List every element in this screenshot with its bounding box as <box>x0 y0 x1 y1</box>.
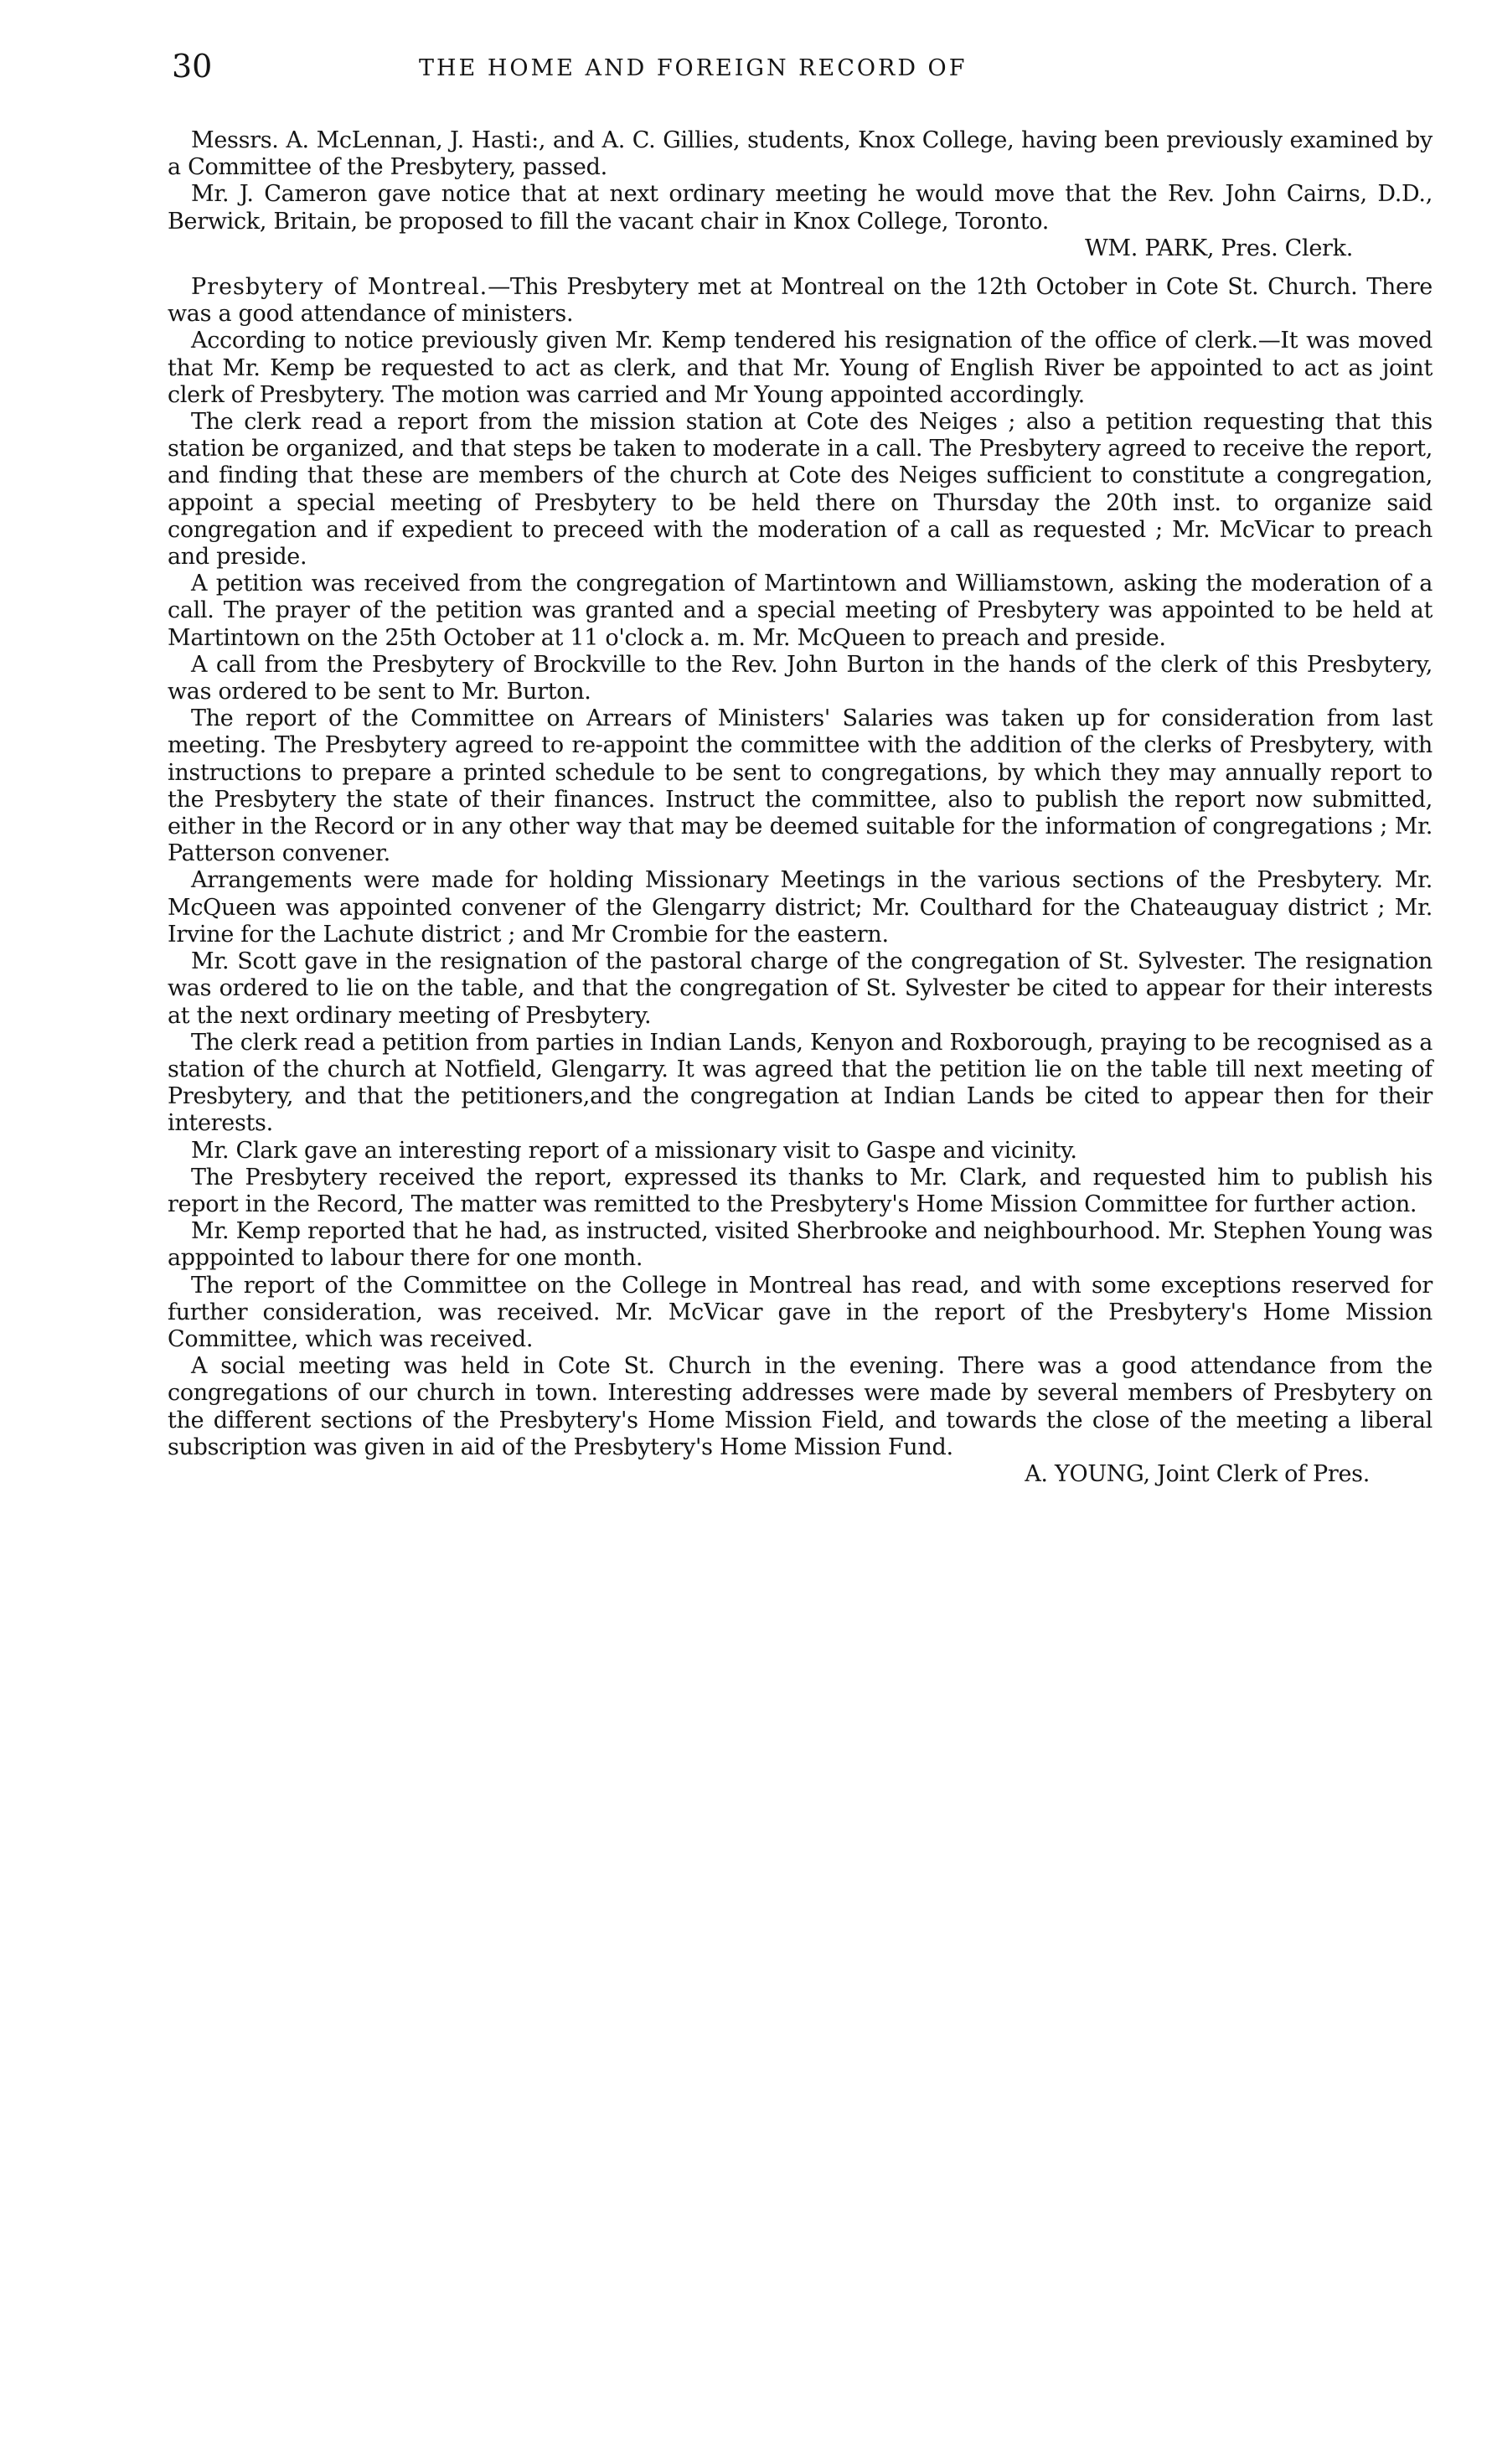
paragraph: The clerk read a report from the mission station at Cote des Neiges ; also a petition requesting that this station be organized, and that steps be taken to moderate in a call. The Presbytery agreed to receive the report, and finding that these are members of the church at Cote des Neiges sufficient to constitute a congregation, appoint a special meeting of Presbytery to be held there on Thursday the 20th inst. to organize said congregation and if expedient to preceed with the moderation of a call as requested ; Mr. McVicar to preach and preside. <box>168 409 1433 571</box>
paragraph-text: —This Presbytery met at Montreal on the 12th October in Cote St. Church. There was a good attendance of ministers. <box>168 274 1433 328</box>
paragraph: Arrangements were made for holding Missionary Meetings in the various sections of the Presbytery. Mr. McQueen was appointed convener of the Glengarry district; Mr. Coulthard for the Chateauguay district ; Mr. Irvine for the Lachute district ; and Mr Crombie for the eastern. <box>168 867 1433 948</box>
paragraph: The Presbytery received the report, expressed its thanks to Mr. Clark, and requested him to publish his report in the Record, The matter was remitted to the Presbytery's Home Mission Committee for further action. <box>168 1164 1433 1217</box>
paragraph: Mr. Kemp reported that he had, as instructed, visited Sherbrooke and neighbourhood. Mr. Stephen Young was apppointed to labour there for one month. <box>168 1218 1433 1272</box>
paragraph: A call from the Presbytery of Brockville to the Rev. John Burton in the hands of the clerk of this Presbytery, was ordered to be sent to Mr. Burton. <box>168 651 1433 705</box>
paragraph: According to notice previously given Mr. Kemp tendered his resignation of the office of clerk.—It was moved that Mr. Kemp be requested to act as clerk, and that Mr. Young of English River be appointed to act as joint clerk of Presbytery. The motion was carried and Mr Young appointed accordingly. <box>168 328 1433 408</box>
paragraph: Mr. J. Cameron gave notice that at next ordinary meeting he would move that the Rev. John Cairns, D.D., Berwick, Britain, be proposed to fill the vacant chair in Knox College, Toronto. <box>168 181 1433 235</box>
signature-park: WM. PARK, Pres. Clerk. <box>1084 235 1353 261</box>
page-header <box>172 50 1437 101</box>
page-number: 30 <box>172 48 213 85</box>
paragraph: The clerk read a petition from parties in Indian Lands, Kenyon and Roxborough, praying to be recognised as a station of the church at Notfield, Glengarry. It was agreed that the petition lie on the table till next meeting of Presbytery, and that the petitioners,and the congregation at Indian Lands be cited to appear then for their interests. <box>168 1029 1433 1137</box>
paragraph-montreal-opening <box>168 274 1433 328</box>
paragraph: Mr. Scott gave in the resignation of the pastoral charge of the congregation of St. Sylvester. The resignation was ordered to lie on the table, and that the congregation of St. Sylvester be cited to appear for their interests at the next ordinary meeting of Presbytery. <box>168 948 1433 1029</box>
running-title: THE HOME AND FOREIGN RECORD OF <box>419 55 968 81</box>
paragraph: Mr. Clark gave an interesting report of a missionary visit to Gaspe and vicinity. <box>191 1137 1077 1164</box>
paragraph: A social meeting was held in Cote St. Church in the evening. There was a good attendance from the congregations of our church in town. Interesting addresses were made by several members of Presbytery on the different sections of the Presbytery's Home Mission Field, and towards the close of the meeting a liberal subscription was given in aid of the Presbytery's Home Mission Fund. <box>168 1353 1433 1460</box>
signature-young: A. YOUNG, Joint Clerk of Pres. <box>1025 1460 1370 1487</box>
paragraph: The report of the Committee on Arrears of Ministers' Salaries was taken up for consideration from last meeting. The Presbytery agreed to re-appoint the committee with the addition of the clerks of Presbytery, with instructions to prepare a printed schedule to be sent to congregations, by which they may annually report to the Presbytery the state of their finances. Instruct the committee, also to publish the report now submitted, either in the Record or in any other way that may be deemed suitable for the information of congregations ; Mr. Patterson convener. <box>168 705 1433 867</box>
section-heading: Presbytery of Montreal. <box>191 274 488 301</box>
body-text <box>168 127 1433 1488</box>
paragraph: Messrs. A. McLennan, J. Hasti:, and A. C. Gillies, students, Knox College, having been previously examined by a Committee of the Presbytery, passed. <box>168 127 1433 181</box>
paragraph: A petition was received from the congregation of Martintown and Williamstown, asking the moderation of a call. The prayer of the petition was granted and a special meeting of Presbytery was appointed to be held at Martintown on the 25th October at 11 o'clock a. m. Mr. McQueen to preach and preside. <box>168 571 1433 651</box>
paragraph: The report of the Committee on the College in Montreal has read, and with some exceptions reserved for further consideration, was received. Mr. McVicar gave in the report of the Presbytery's Home Mission Committee, which was received. <box>168 1272 1433 1352</box>
